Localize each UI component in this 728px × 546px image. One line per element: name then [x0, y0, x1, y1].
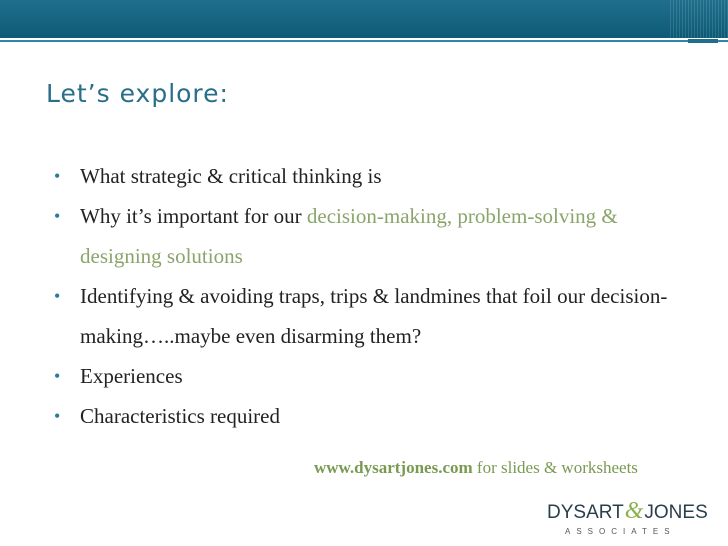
bullet-icon: •	[54, 166, 61, 186]
bullet-icon: •	[54, 366, 61, 386]
bullet-text: Why it’s important for our	[80, 204, 307, 228]
header-divider	[0, 40, 728, 42]
website-note: for slides & worksheets	[472, 458, 638, 477]
header-stripe-decoration	[670, 0, 728, 38]
footer-website	[314, 458, 638, 478]
bullet-item	[54, 196, 694, 276]
bullet-item	[54, 356, 694, 396]
logo-subtitle: ASSOCIATES	[565, 527, 676, 536]
divider-accent	[688, 39, 718, 43]
bullet-text: Identifying & avoiding traps, trips & landmines that foil our decision-making…..maybe even disarming them?	[80, 284, 668, 348]
bullet-text: Characteristics required	[80, 404, 280, 428]
bullet-accent-text: decision-making, problem-solving & designing solutions	[80, 204, 618, 268]
logo-ampersand: &	[624, 498, 644, 524]
bullet-text: What strategic & critical thinking is	[80, 164, 382, 188]
slide-title: Let’s explore:	[46, 79, 229, 108]
website-link[interactable]: www.dysartjones.com	[314, 458, 473, 477]
company-logo	[547, 498, 708, 538]
bullet-icon: •	[54, 286, 61, 306]
bullet-list	[54, 156, 694, 436]
bullet-icon: •	[54, 206, 61, 226]
bullet-text: Experiences	[80, 364, 183, 388]
bullet-item	[54, 156, 694, 196]
logo-left-word: DYSART	[547, 502, 624, 523]
header-bar	[0, 0, 728, 38]
bullet-item	[54, 396, 694, 436]
bullet-icon: •	[54, 406, 61, 426]
logo-right-word: JONES	[644, 502, 708, 523]
bullet-item	[54, 276, 694, 356]
logo-wordmark	[547, 498, 708, 525]
